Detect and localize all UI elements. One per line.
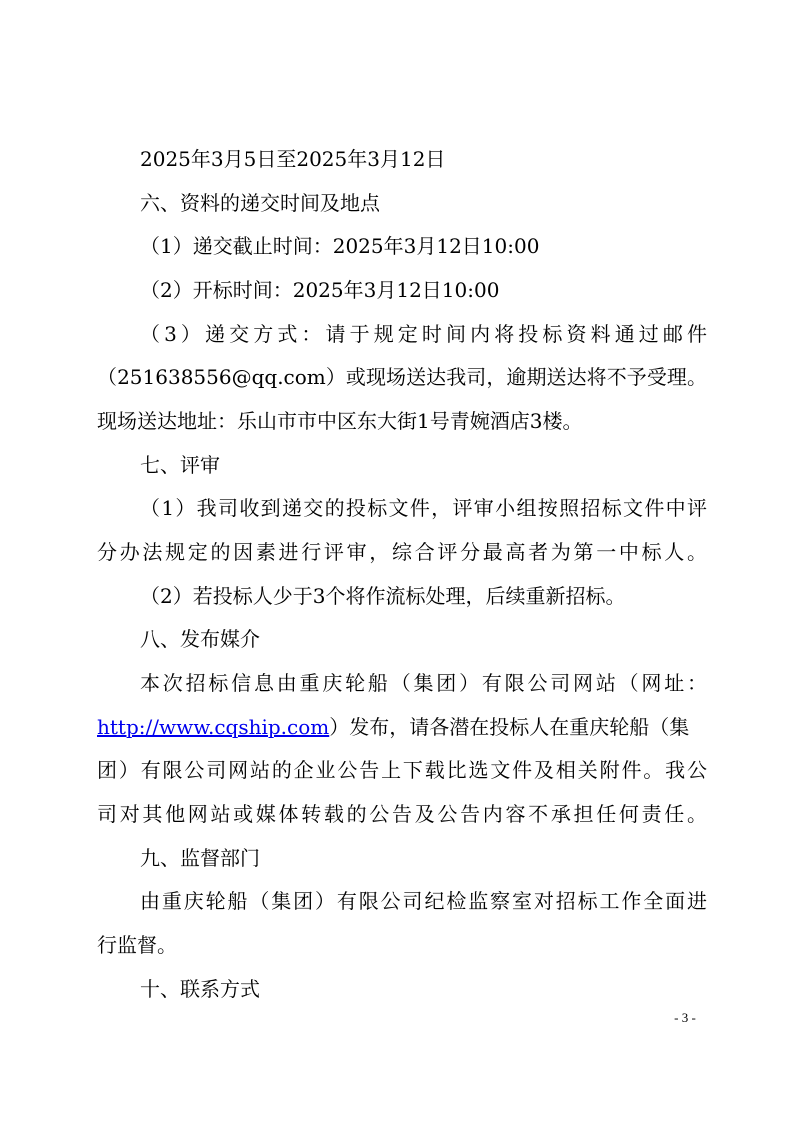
page-number: - 3 - <box>674 1010 696 1025</box>
review-item-1-line-2: 分办法规定的因素进行评审，综合评分最高者为第一中标人。 <box>97 540 707 564</box>
media-paragraph-line-4: 司对其他网站或媒体转载的公告及公告内容不承担任何责任。 <box>97 802 707 826</box>
submission-method-line-1: （3）递交方式：请于规定时间内将投标资料通过邮件 <box>140 322 707 346</box>
media-paragraph-line-1: 本次招标信息由重庆轮船（集团）有限公司网站（网址： <box>140 671 707 695</box>
media-paragraph-line-3: 团）有限公司网站的企业公告上下载比选文件及相关附件。我公 <box>97 758 707 782</box>
website-link[interactable]: http://www.cqship.com <box>97 715 330 739</box>
section-9-heading: 九、监督部门 <box>140 846 260 870</box>
media-paragraph-line-2 <box>97 714 707 740</box>
section-7-heading: 七、评审 <box>140 453 220 477</box>
section-6-heading: 六、资料的递交时间及地点 <box>140 191 380 215</box>
bid-opening-time: （2）开标时间：2025年3月12日10:00 <box>140 278 500 302</box>
section-10-heading: 十、联系方式 <box>140 977 260 1001</box>
submission-deadline: （1）递交截止时间：2025年3月12日10:00 <box>140 234 540 258</box>
schedule-date-range: 2025年3月5日至2025年3月12日 <box>140 147 446 171</box>
review-item-2: （2）若投标人少于3个将作流标处理，后续重新招标。 <box>140 584 626 608</box>
section-8-heading: 八、发布媒介 <box>140 627 260 651</box>
supervision-line-2: 行监督。 <box>97 933 177 957</box>
submission-address: 现场送达地址：乐山市市中区东大街1号青婉酒店3楼。 <box>97 409 583 433</box>
supervision-line-1: 由重庆轮船（集团）有限公司纪检监察室对招标工作全面进 <box>140 889 707 913</box>
submission-method-line-2: （251638556@qq.com）或现场送达我司，逾期送达将不予受理。 <box>97 365 707 389</box>
review-item-1-line-1: （1）我司收到递交的投标文件，评审小组按照招标文件中评 <box>140 496 707 520</box>
media-paragraph-line-2-text: ）发布，请各潜在投标人在重庆轮船（集 <box>329 715 690 739</box>
